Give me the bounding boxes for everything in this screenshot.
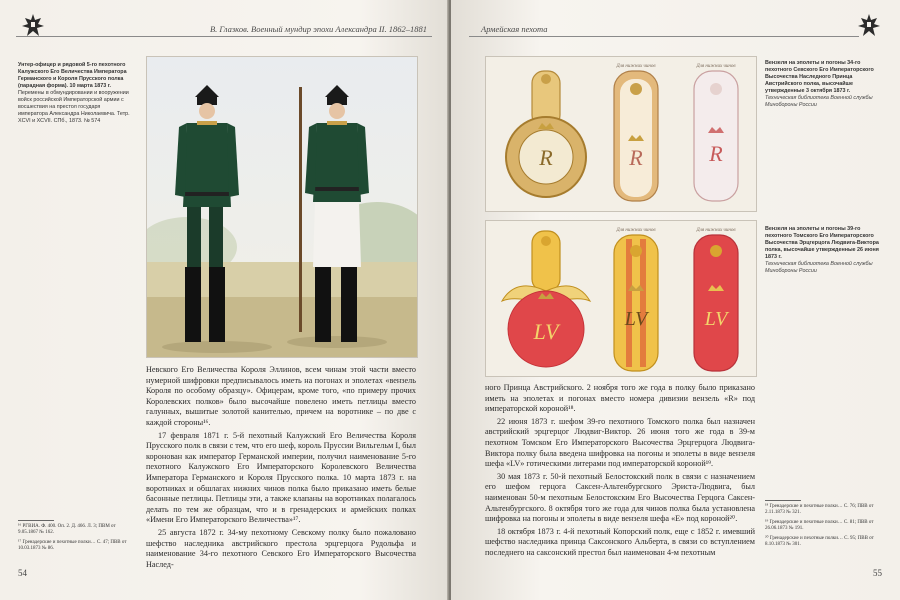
- running-head-right: Армейская пехота: [481, 24, 548, 34]
- right-caption-bottom: [765, 226, 885, 275]
- footnote-rule-left: [18, 520, 54, 521]
- monogram-lv-3: LV: [704, 308, 728, 330]
- caption-title: Унтер-офицер и рядовой 5-го пехотного Калужского Его Величества Императора Германского и Короля Прусского полка (парадная форма). 10 марта 1873 г.: [18, 62, 127, 89]
- left-paragraph-1: Невского Его Величества Короля Эллинов, всем чинам этой части вместо нумерной шифровки предписывалось иметь на погонах и эполетах «вензель Короля по особому образцу». Офицерам, кроме того, «по примеру прочих Королевских полков» было высочайше повелено иметь петлицы вместо галунных, вышитые золотой канителью, причем на воротнике – по две с каждой стороны¹⁶.: [146, 365, 416, 427]
- footnote-16: ¹⁶ РГВИА. Ф. 400. Оп. 2. Д. 466. Л. 3; ПВМ от 9.05.1867 № 162.: [18, 524, 116, 536]
- header-rule-left: [16, 36, 432, 37]
- plate-label-bottom-a: Для нижних чинов: [616, 228, 656, 233]
- left-figure-caption: [18, 62, 130, 125]
- page-number-right: 55: [873, 568, 882, 578]
- monogram-r-1: R: [539, 145, 553, 170]
- footnote-19: ¹⁹ Гренадерские и пехотные полки… С. 81; ПВВ от 26.06.1873 № 191.: [765, 519, 874, 532]
- caption-bottom-title: Вензеля на эполеты и погоны 39-го пехотного Томского Его Императорского Высочества Эрцгерцога Людвига-Виктора полка, высочайше утвержденные 26 июня 1873 г.: [765, 226, 879, 260]
- right-paragraph-3: 30 мая 1873 г. 50-й пехотный Белостокский полк в связи с назначением его шефом герцога Саксен-Альтенбургского Эриста-Людвига, был наименован 50-м пехотным Белостокским Его Высочества Герцога Саксен-Альтенбургского. 8 октября того же года для чинов полка была установлена шифровка на погоны и эполеты в виде вензеля шефа «Е» под короной²⁰.: [485, 471, 755, 524]
- caption-source: Перемены в обмундировании и вооружении войск российской Императорской армии с восшествия на престол государя императора Александра Николаевича. Тетр. XCVI и XCVII. СПб., 1873. № 574: [18, 90, 130, 124]
- monogram-lv-2: LV: [624, 308, 648, 330]
- left-paragraph-3: 25 августа 1872 г. 34-му пехотному Севскому полку было пожаловано шефство наследника австрийского престола эрцгерцога Рудольфа и наименование 34-го пехотного Севского Его Императорского Высочества Наслед-: [146, 527, 416, 569]
- header-rule-right: [469, 36, 859, 37]
- caption-bottom-source: Техническая библиотека Военной службы Минобороны России: [765, 261, 873, 274]
- right-page: [451, 0, 900, 600]
- right-caption-top: [765, 60, 885, 109]
- left-footnotes: [18, 524, 130, 556]
- right-footnotes: [765, 504, 883, 551]
- plate-label-top-b: Для нижних чинов: [696, 64, 736, 69]
- plate-label-bottom-b: Для нижних чинов: [696, 228, 736, 233]
- monogram-r-2: R: [629, 145, 643, 170]
- monogram-r-3: R: [709, 141, 723, 166]
- running-head-left: В. Глазков. Военный мундир эпохи Александра II. 1862–1881: [209, 24, 427, 34]
- epaulette-plate-lv: [485, 220, 757, 377]
- page-number-left: 54: [18, 568, 27, 578]
- caption-top-title: Вензеля на эполеты и погоны 34-го пехотного Севского Его Императорского Высочества Наследного Принца Австрийского полка, высочайше утвержденные 3 октября 1873 г.: [765, 60, 874, 94]
- right-paragraph-4: 18 октября 1873 г. 4-й пехотный Копорский полк, еще с 1852 г. имевший шефство наследника принца Саксонского Альберта, в связи со вступлением последнего на саксонский престол был наименован 4-м пехотным: [485, 526, 755, 557]
- right-body-text: [485, 383, 755, 561]
- soldiers-illustration: [146, 56, 418, 358]
- caption-top-source: Техническая библиотека Военной службы Минобороны России: [765, 95, 873, 108]
- epaulette-plate-r: [485, 56, 757, 212]
- right-paragraph-1: ного Принца Австрийского. 2 ноября того же года в полку было приказано иметь на эполетах и погонах вместо номера дивизии вензель «R» под императорской короной¹⁸.: [485, 383, 755, 414]
- left-paragraph-2: 17 февраля 1871 г. 5-й пехотный Калужский Его Величества Короля Прусского полк в связи с тем, что его шеф, король Пруссии Вильгельм I, был коронован как император Германской империи, получил наименование 5-го пехотного Калужского Его Императорского Королевского Величества Императора Германского и Короля Прусского полка. 10 марта 1873 г. на воротниках и обшлагах нижних чинов полка было приказано иметь белые басонные петлицы. Петлицы эти, а также клапаны на воротниках полагалось делать по тем же образцам, что и в гренадерских и армейских полках «Имени Его Императорского Величества»¹⁷.: [146, 430, 416, 525]
- monogram-lv-1: LV: [533, 319, 559, 344]
- eagle-emblem-icon: [856, 12, 882, 40]
- plate-label-top-a: Для нижних чинов: [616, 64, 656, 69]
- left-body-text: [146, 365, 416, 572]
- left-page: [0, 0, 449, 600]
- footnote-20: ²⁰ Гренадерские и пехотные полки… С. 95; ПВВ от 8.10.1873 № 301.: [765, 535, 874, 548]
- footnote-rule-right: [765, 500, 801, 501]
- footnote-18: ¹⁸ Гренадерские и пехотные полки… С. 76; ПВВ от 2.11.1873 № 321.: [765, 504, 874, 516]
- right-paragraph-2: 22 июня 1873 г. шефом 39-го пехотного Томского полка был назначен австрийский эрцгерцог Людвиг-Виктор. 26 июня того же года в 39-м пехотном Томском Его Императорского Высочества Эрцгерцога Людвига-Виктора полку была введена шифровка на погоны и эполеты в виде вензеля шефа «LV» готическими литерами под императорской короной¹⁹.: [485, 416, 755, 469]
- footnote-17: ¹⁷ Гренадерские и пехотные полки… С. 47; ПВВ от 10.03.1873 № 86.: [18, 539, 127, 552]
